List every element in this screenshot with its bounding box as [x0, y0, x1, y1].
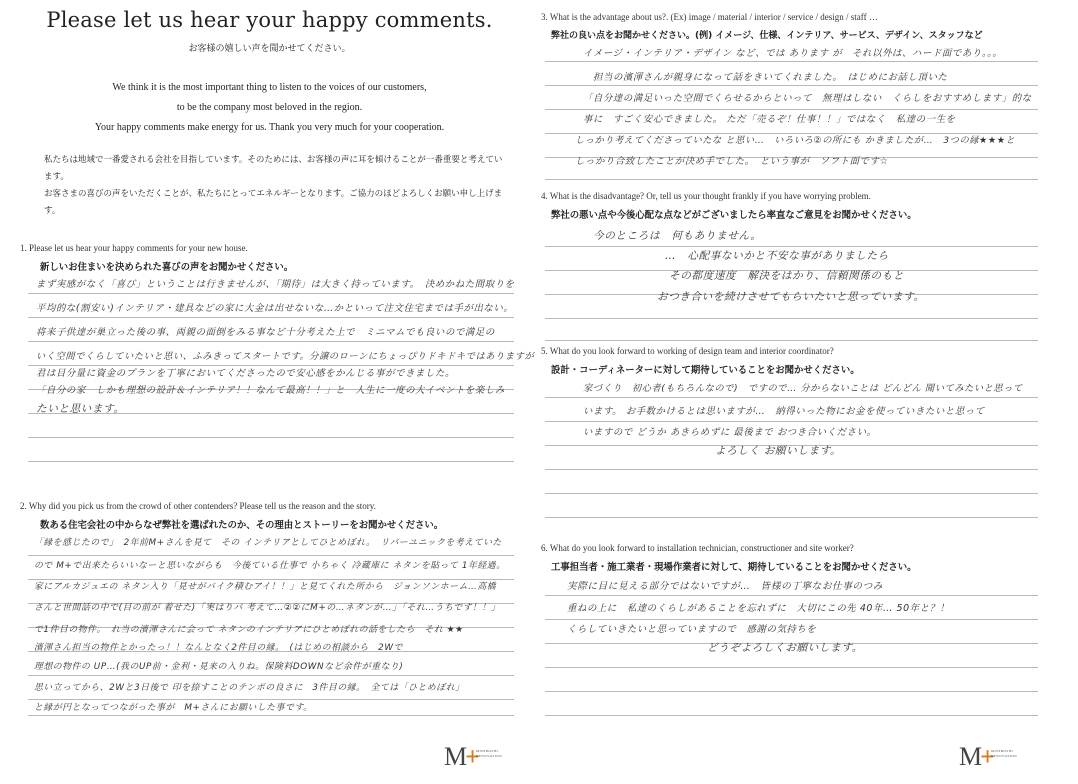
ruled-line: [545, 493, 1038, 494]
company-logo: [959, 742, 1018, 772]
answer-line: いく空間でくらしていたいと思い、ふみきってスタートです。分譲のローンにちょっぴりドキドキではありますが: [36, 351, 535, 362]
ruled-line: [545, 595, 1038, 596]
answer-line: おつき合いを続けさせてもらいたいと思っています。: [657, 291, 925, 303]
answer-line: 家づくり 初心者(もちろんなので) ですので… 分からないことは どんどん 聞いてみたいと思って: [583, 383, 1023, 394]
question-2-japanese: 数ある住宅会社の中からなぜ弊社を選ばれたのか、その理由とストーリーをお聞かせください。: [40, 520, 444, 531]
ruled-line: [545, 517, 1038, 518]
answer-line: 担当の濱渾さんが親身になって話をきいてくれました。 はじめにお話し頂いた: [593, 72, 948, 83]
answer-line: その都度速度 解決をはかり、信頼関係のもと: [669, 270, 905, 282]
answer-line: 濱渾さん担当の物件とかったっ！！なんとなく2件目の縁。 (はじめの相談から 2Wで: [34, 643, 404, 653]
ruled-line: [545, 619, 1038, 620]
answer-line: 「自分達の満足いった空間でくらせるからといって 無理はしない くらしをおすすめします」的な: [583, 93, 1032, 104]
logo-plus: +: [980, 742, 995, 771]
ruled-line: [28, 293, 514, 294]
answer-line: 実際に目に見える部分ではないですが… 皆様の丁寧なお仕事のつみ: [567, 581, 884, 592]
answer-line: 家にアルカジュエの ネタン入り「見せがバイク積むアイ！！」と見てくれた所から ジョンソンホーム…高橋: [34, 582, 497, 592]
question-1-japanese: 新しいお住まいを決められた喜びの声をお聞かせください。: [40, 262, 294, 273]
question-5-english: 5. What do you look forward to working of design team and interior coordinator?: [541, 346, 834, 356]
logo-subtext-line: MINIBOSHI: [476, 749, 499, 753]
ruled-line: [545, 246, 1038, 247]
answer-line: 重ねの上に 私達のくらしがあることを忘れずに 大切にこの先 40年… 50年と？！: [567, 603, 950, 614]
answer-line: います。 お手数かけるとは思いますが… 納得いった物にお金を使っていきたいと思って: [583, 406, 985, 417]
answer-line: 思い立ってから、2Wと3日後で 印を捺すことのテンポの良さに 3件目の縁。 全ては「ひとめぼれ」: [34, 683, 465, 693]
answer-line: ので M+で出来たらいいなーと思いながらも 今後ている仕事で 小ちゃく 冷蔵庫に ネタンを貼って 1年経過。: [34, 561, 506, 571]
logo-mark: M: [959, 742, 983, 771]
question-6-japanese: 工事担当者・施工業者・現場作業者に対して、期待していることをお聞かせください。: [551, 562, 917, 573]
ruled-line: [545, 85, 1038, 86]
ruled-line: [545, 318, 1038, 319]
logo-subtext-line: RENOVATION: [991, 754, 1018, 758]
intro-english: [0, 78, 539, 138]
ruled-line: [545, 691, 1038, 692]
question-4-english: 4. What is the disadvantage? Or, tell us your thought frankly if you have worrying problem.: [541, 191, 871, 201]
logo-subtext-line: RENOVATION: [476, 754, 503, 758]
intro-jp-line: 私たちは地域で一番愛される会社を目指しています。そのためには、お客様の声に耳を傾けることが一番重要と考えています。: [44, 155, 503, 182]
intro-jp-line: お客さまの喜びの声をいただくことが、私たちにとってエネルギーとなります。ご協力のほどよろしくお願い申し上げます。: [44, 189, 503, 216]
ruled-line: [545, 340, 1038, 341]
ruled-line: [545, 667, 1038, 668]
answer-line: 将来子供達が巣立った後の事、両親の面倒をみる事など十分考えた上で ミニマムでも良いので満足の: [36, 327, 495, 338]
answer-line: しっかり考えてくださっていたな と思い… いろいろ②の所にも かきましたが… 3つの縁★★★と: [575, 135, 1016, 146]
company-logo: [444, 742, 503, 772]
answer-line: くらしていきたいと思っていますので 感謝の気持ちを: [567, 624, 817, 635]
answer-line: 「自分の家 しかも理想の設計＆インテリア！！なんて最高！！」と 人生に一度の大イベントを楽しみ: [36, 385, 505, 396]
ruled-line: [28, 317, 514, 318]
answer-line: 君は目分量に資金のプランを丁寧においてくださったので安心感をかんじる事ができました。: [36, 368, 455, 379]
ruled-line: [545, 179, 1038, 180]
answer-line: 事に すごく安心できました。 ただ「売るぞ！仕事！！」ではなく 私達の一生を: [583, 114, 956, 125]
right-page: [539, 0, 1078, 784]
ruled-line: [545, 421, 1038, 422]
question-3-english: 3. What is the advantage about us?. (Ex) image / material / interior / service / design / staff …: [541, 12, 878, 22]
logo-plus: +: [465, 742, 480, 771]
intro-line: to be the company most beloved in the region.: [176, 102, 363, 113]
answer-line: 「縁を感じたので」 2年前M+さんを見て その インテリアとしてひとめぼれ。 リバーユニックを考えていた: [34, 538, 502, 548]
intro-japanese: [44, 152, 504, 220]
ruled-line: [545, 397, 1038, 398]
question-2-english: 2. Why did you pick us from the crowd of other contenders? Please tell us the reason and the story.: [20, 501, 376, 511]
intro-line: Your happy comments make energy for us. Thank you very much for your cooperation.: [94, 122, 445, 133]
answer-line: よろしく お願いします。: [715, 445, 842, 457]
answer-line: イメージ・インテリア・デザイン など、では あります が それ以外は、ハード面であり。。。: [583, 48, 1003, 59]
intro-line: We think it is the most important thing to listen to the voices of our customers,: [112, 82, 427, 93]
logo-subtext-line: MINIBOSHI: [991, 749, 1014, 753]
answer-line: さんと世間話の中で(目の前が 着せた)「実はりバ 考えて…②②にM+の…ネタンが…」「それ…うちです！！」: [34, 603, 501, 613]
ruled-line: [28, 675, 514, 676]
question-6-english: 6. What do you look forward to installation technician, constructioner and site worker?: [541, 543, 854, 553]
answer-line: しっかり合致したことが決め手でした。 という事が ソフト面です☆: [575, 156, 889, 167]
answer-line: どうぞよろしくお願いします。: [707, 642, 863, 654]
ruled-line: [28, 437, 514, 438]
answer-line: まず実感がなく「喜び」ということは行きませんが、「期待」は大きく持っています。 決めかねた間取りを: [36, 279, 515, 290]
logo-mark: M: [444, 742, 468, 771]
ruled-line: [28, 715, 514, 716]
answer-line: 平均的な(割安い)インテリア・建具などの家に大金は出せないな…かといって注文住宅までは手が出ない。: [36, 303, 514, 314]
ruled-line: [28, 461, 514, 462]
ruled-line: [28, 341, 514, 342]
answer-line: と縁が円となってつながった事が M+さんにお願いした事です。: [34, 703, 313, 713]
ruled-line: [545, 109, 1038, 110]
logo-subtext: [476, 749, 516, 759]
ruled-line: [28, 555, 514, 556]
page-subtitle: お客様の嬉しい声を聞かせてください。: [188, 44, 351, 54]
ruled-line: [545, 469, 1038, 470]
page-title: Please let us hear your happy comments.: [46, 8, 493, 32]
answer-line: いますので どうか あきらめずに 最後まで おつき合いください。: [583, 427, 877, 438]
answer-line: で1件目の物件。 れ当の濱渾さんに会って ネタンのインテリアにひとめぼれの話をしたら それ ★★: [34, 625, 464, 635]
ruled-line: [545, 715, 1038, 716]
answer-line: 理想の物件の UP…(我のUP前・金利・見来の入りね。保険料DOWNなど余件が重なり): [34, 662, 404, 672]
answer-line: たいと思います。: [36, 403, 125, 415]
answer-line: … 心配事ないかと不安な事がありましたら: [665, 250, 889, 262]
question-4-japanese: 弊社の悪い点や今後心配な点などがございましたら率直なご意見をお聞かせください。: [551, 210, 917, 221]
question-1-english: 1. Please let us hear your happy comments for your new house.: [20, 243, 248, 253]
question-3-japanese: 弊社の良い点をお聞かせください。(例) イメージ、仕様、インテリア、サービス、デザイン、スタッフなど: [551, 31, 983, 41]
answer-line: 今のところは 何もありません。: [593, 230, 762, 242]
question-5-japanese: 設計・コーディネーターに対して期待していることをお聞かせください。: [551, 365, 860, 376]
ruled-line: [545, 61, 1038, 62]
logo-subtext: [991, 749, 1031, 759]
